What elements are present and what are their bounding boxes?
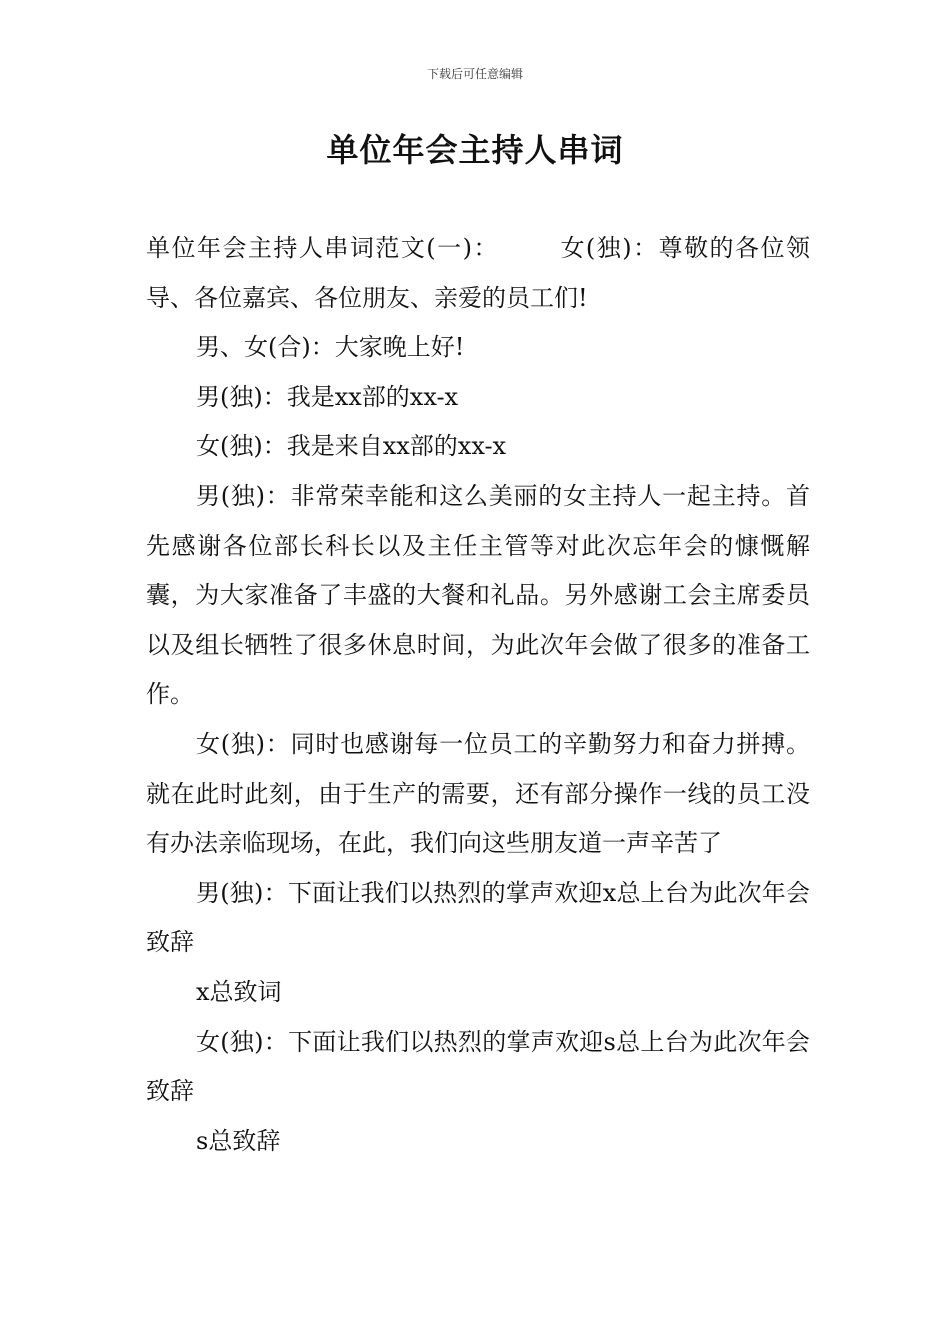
paragraph: 女(独)：同时也感谢每一位员工的辛勤努力和奋力拼搏。就在此时此刻，由于生产的需要，还有部分操作一线的员工没有办法亲临现场，在此，我们向这些朋友道一声辛苦了 bbox=[146, 729, 810, 858]
paragraph: 男(独)：我是xx部的xx-x bbox=[196, 382, 459, 411]
paragraph: 男(独)：非常荣幸能和这么美丽的女主持人一起主持。首先感谢各位部长科长以及主任主管等对此次忘年会的慷慨解囊，为大家准备了丰盛的大餐和礼品。另外感谢工会主席委员以及组长牺牲了很多休息时间，为此次年会做了很多的准备工作。 bbox=[146, 481, 810, 709]
header-note: 下载后可任意编辑 bbox=[426, 67, 523, 81]
paragraph: 女(独)：我是来自xx部的xx-x bbox=[196, 432, 507, 461]
document-title: 单位年会主持人串词 bbox=[326, 131, 624, 169]
intro-label: 单位年会主持人串词范文(一)： bbox=[146, 234, 499, 262]
paragraph: x总致词 bbox=[196, 977, 282, 1006]
intro-paragraph bbox=[146, 224, 810, 323]
paragraph: 女(独)：下面让我们以热烈的掌声欢迎s总上台为此次年会致辞 bbox=[146, 1027, 810, 1106]
paragraph: 男、女(合)：大家晚上好! bbox=[196, 333, 465, 362]
paragraph: 男(独)：下面让我们以热烈的掌声欢迎x总上台为此次年会致辞 bbox=[146, 878, 810, 957]
intro-text: 女(独)：尊敬的各位领导、各位嘉宾、各位朋友、亲爱的员工们! bbox=[146, 234, 810, 312]
document-body bbox=[146, 224, 810, 1166]
paragraph: s总致辞 bbox=[196, 1126, 281, 1155]
